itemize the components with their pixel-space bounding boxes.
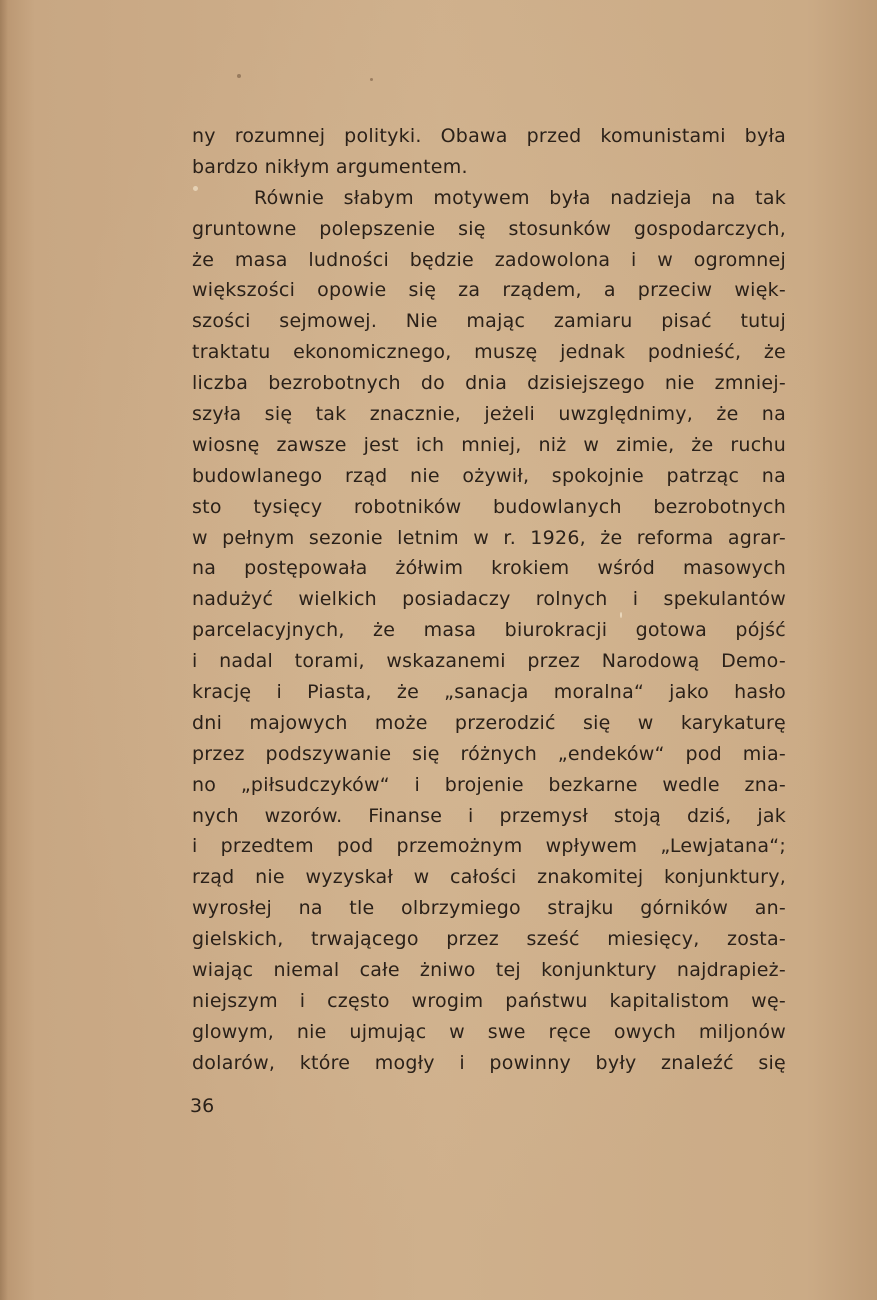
text-line: dni majowych może przerodzić się w karykaturę (192, 711, 786, 734)
text-line: bardzo nikłym argumentem. (192, 155, 468, 178)
text-line: wiosnę zawsze jest ich mniej, niż w zimie, że ruchu (192, 433, 786, 456)
text-line: liczba bezrobotnych do dnia dzisiejszego nie zmniej- (192, 372, 786, 395)
paper-speck (237, 74, 241, 78)
text-line: przez podszywanie się różnych „endeków“ pod mia- (192, 742, 786, 765)
text-line: i nadal torami, wskazanemi przez Narodową Demo- (192, 650, 786, 673)
text-line: na postępowała żółwim krokiem wśród masowych (192, 557, 786, 580)
text-line: szyła się tak znacznie, jeżeli uwzględnimy, że na (192, 403, 786, 426)
text-line: szości sejmowej. Nie mając zamiaru pisać tutuj (192, 310, 786, 333)
text-line: gielskich, trwającego przez sześć miesięcy, zosta- (192, 928, 786, 951)
body-text (192, 121, 786, 1079)
text-line: no „piłsudczyków“ i brojenie bezkarne wedle zna- (192, 773, 786, 796)
text-line: parcelacyjnych, że masa biurokracji gotowa pójść (192, 619, 786, 642)
text-line: krację i Piasta, że „sanacja moralna“ jako hasło (192, 681, 786, 704)
page-number: 36 (190, 1095, 215, 1117)
text-line: w pełnym sezonie letnim w r. 1926, że reforma agrar- (192, 526, 786, 549)
text-line: wyrosłej na tle olbrzymiego strajku górników an- (192, 897, 786, 920)
text-line: rząd nie wyzyskał w całości znakomitej konjunktury, (192, 866, 786, 889)
text-line: budowlanego rząd nie ożywił, spokojnie patrząc na (192, 464, 786, 487)
text-line: glowym, nie ujmując w swe ręce owych miljonów (192, 1020, 786, 1043)
text-line: dolarów, które mogły i powinny były znaleźć się (192, 1051, 786, 1074)
text-line: traktatu ekonomicznego, muszę jednak podnieść, że (192, 341, 786, 364)
text-line: nadużyć wielkich posiadaczy rolnych i spekulantów (192, 588, 786, 611)
text-line: ny rozumnej polityki. Obawa przed komunistami była (192, 125, 786, 147)
text-line: gruntowne polepszenie się stosunków gospodarczych, (192, 217, 786, 240)
text-line: i przedtem pod przemożnym wpływem „Lewjatana“; (192, 835, 786, 858)
text-line: nych wzorów. Finanse i przemysł stoją dziś, jak (192, 804, 786, 827)
text-line: większości opowie się za rządem, a przeciw więk- (192, 279, 786, 302)
page-edge-shadow (0, 0, 8, 1300)
text-line: niejszym i często wrogim państwu kapitalistom wę- (192, 989, 786, 1012)
text-line: sto tysięcy robotników budowlanych bezrobotnych (192, 495, 786, 518)
paper-speck (370, 78, 373, 81)
text-line: Równie słabym motywem była nadzieja na tak (254, 186, 786, 209)
text-line: że masa ludności będzie zadowolona i w ogromnej (192, 248, 786, 271)
text-line: wiając niemal całe żniwo tej konjunktury najdrapież- (192, 959, 786, 982)
